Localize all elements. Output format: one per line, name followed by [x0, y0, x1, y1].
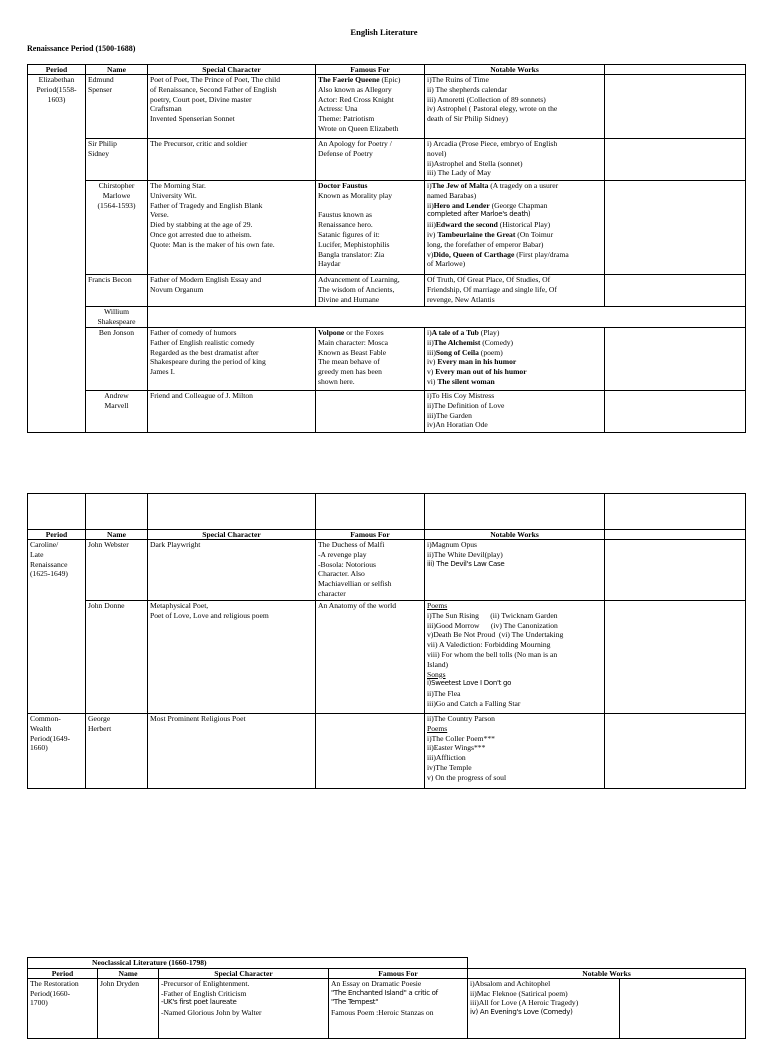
works-cell: i)To His Coy Mistress ii)The Definition of Love iii)The Garden iv)An Horatian Ode	[425, 391, 605, 433]
header-famous-for: Famous For	[316, 65, 425, 75]
table-row	[28, 540, 746, 601]
name-cell: Chirstopher Marlowe (1564-1593)	[86, 181, 148, 275]
famous-cell: Doctor Faustus Known as Morality play Faustus known as Renaissance hero. Satanic figures of it: Lucifer, Mephistophilis Bangla translator: Zia Haydar	[316, 181, 425, 275]
period-cell: The Restoration Period(1660- 1700)	[28, 978, 98, 1038]
famous-cell: An Anatomy of the world	[316, 601, 425, 714]
name-cell: George Herbert	[86, 714, 148, 789]
period-cell: Caroline/ Late Renaissance (1625-1649)	[28, 540, 86, 714]
works-cell: ii)The Country Parson Poems i)The Coller Poem*** ii)Easter Wings*** iii)Affliction iv)The Temple v) On the progress of soul	[425, 714, 605, 789]
table-row	[28, 275, 746, 307]
special-cell: Most Prominent Religious Poet	[148, 714, 316, 789]
header-period: Period	[28, 968, 98, 978]
works-cell: i)A tale of a Tub (Play) ii)The Alchemist (Comedy) iii)Song of Ceila (poem) iv) Every man in his humor v) Every man out of his humor vi) The silent woman	[425, 328, 605, 391]
name-cell: Ben Jonson	[86, 328, 148, 391]
works-cell: Of Truth, Of Great Place, Of Studies, Of Friendship, Of marriage and single life, Of revenge, New Atlantis	[425, 275, 605, 307]
period-cell: Elizabethan Period(1558- 1603)	[28, 75, 86, 433]
period-cell: Common- Wealth Period(1649- 1660)	[28, 714, 86, 789]
document-title: English Literature	[350, 27, 418, 37]
name-cell: Sir Philip Sidney	[86, 139, 148, 181]
name-cell: John Webster	[86, 540, 148, 601]
header-period: Period	[28, 530, 86, 540]
famous-cell: An Apology for Poetry / Defense of Poetry	[316, 139, 425, 181]
famous-cell: Volpone or the Foxes Main character: Mosca Known as Beast Fable The mean behave of greedy men has been shown here.	[316, 328, 425, 391]
special-cell: Dark Playwright	[148, 540, 316, 601]
famous-cell: The Faerie Queene (Epic) Also known as Allegory Actor: Red Cross Knight Actress: Una Theme: Patriotism Wrote on Queen Elizabeth	[316, 75, 425, 139]
header-name: Name	[86, 530, 148, 540]
famous-cell: Advancement of Learning, The wisdom of Ancients, Divine and Humane	[316, 275, 425, 307]
works-cell: i)Magnum Opus ii)The White Devil(play) iii) The Devil's Law Case	[425, 540, 605, 601]
table-row	[28, 601, 746, 714]
header-special-character: Special Character	[148, 65, 316, 75]
famous-cell	[316, 391, 425, 433]
header-special-character: Special Character	[159, 968, 329, 978]
neoclassical-table	[27, 957, 746, 1039]
special-cell: -Precursor of Enlightenment. -Father of English Criticism -UK's first poet laureate -Named Glorious John by Walter	[159, 978, 329, 1038]
section-title-renaissance: Renaissance Period (1500-1688)	[27, 44, 136, 53]
works-cell: i)The Ruins of Time ii) The shepherds calendar iii) Amoretti (Collection of 89 sonnets) iv) Astrophel ( Pastoral elegy, wrote on the death of Sir Philip Sidney)	[425, 75, 605, 139]
table-row	[28, 391, 746, 433]
special-cell: The Precursor, critic and soldier	[148, 139, 316, 181]
section-title-neoclassical: Neoclassical Literature (1660-1798)	[92, 958, 207, 967]
table-row	[28, 181, 746, 275]
name-cell: John Donne	[86, 601, 148, 714]
table-row	[28, 139, 746, 181]
works-cell: i)Absalom and Achitophel ii)Mac Fleknoe (Satirical poem) iii)All for Love (A Heroic Tragedy) iv) An Evening's Love (Comedy)	[468, 978, 620, 1038]
name-cell: John Dryden	[98, 978, 159, 1038]
table-row	[28, 75, 746, 139]
table-row	[28, 328, 746, 391]
name-cell: Andrew Marvell	[86, 391, 148, 433]
works-cell: i)The Jew of Malta (A tragedy on a usurer named Barabas) ii)Hero and Lender (George Chapman completed after Marloe's death) iii)Edward the second (Historical Play) iv) Tambeurlaine the Great (On Toimur long, the forefather of emperor Babar) v)Dido, Queen of Carthage (First play/drama of Marlowe)	[425, 181, 605, 275]
header-notable-works: Notable Works	[425, 530, 605, 540]
header-notable-works: Notable Works	[468, 968, 746, 978]
caroline-table	[27, 493, 746, 789]
name-cell: Edmund Spenser	[86, 75, 148, 139]
header-name: Name	[98, 968, 159, 978]
table-row	[28, 978, 746, 1038]
special-cell: Father of Modern English Essay and Novum Organum	[148, 275, 316, 307]
name-cell: Willium Shakespeare	[86, 307, 148, 328]
special-cell: Friend and Colleague of J. Milton	[148, 391, 316, 433]
special-cell: The Morning Star. University Wit. Father of Tragedy and English Blank Verse. Died by stabbing at the age of 29. Once got arrested due to atheism. Quote: Man is the maker of his own fate.	[148, 181, 316, 275]
header-special-character: Special Character	[148, 530, 316, 540]
table-row	[28, 307, 746, 328]
works-cell: i) Arcadia (Prose Piece, embryo of English novel) ii)Astrophel and Stella (sonnet) iii) The Lady of May	[425, 139, 605, 181]
name-cell: Francis Becon	[86, 275, 148, 307]
famous-cell: An Essay on Dramatic Poesie "The Enchanted Island" a critic of "The Tempest" Famous Poem :Heroic Stanzas on	[329, 978, 468, 1038]
header-famous-for: Famous For	[329, 968, 468, 978]
table-row	[28, 714, 746, 789]
famous-cell: The Duchess of Malfi -A revenge play -Bosola: Notorious Character. Also Machiavellian or selfish character	[316, 540, 425, 601]
famous-cell	[316, 714, 425, 789]
header-famous-for: Famous For	[316, 530, 425, 540]
header-period: Period	[28, 65, 86, 75]
header-notable-works: Notable Works	[425, 65, 605, 75]
header-name: Name	[86, 65, 148, 75]
special-cell: Metaphysical Poet, Poet of Love, Love and religious poem	[148, 601, 316, 714]
special-cell: Poet of Poet, The Prince of Poet, The child of Renaissance, Second Father of English poetry, Court poet, Divine master Craftsman Invented Spenserian Sonnet	[148, 75, 316, 139]
special-cell: Father of comedy of humors Father of English realistic comedy Regarded as the best dramatist after Shakespeare during the period of king James I.	[148, 328, 316, 391]
renaissance-table	[27, 64, 746, 433]
works-cell: Poems i)The Sun Rising (ii) Twicknam Garden iii)Good Morrow (iv) The Canonization v)Death Be Not Proud (vi) The Undertaking vii) A Valediction: Forbidding Mourning viii) For whom the bell tolls (No man is an Island) Songs i)Sweetest Love I Don't go ii)The Flea iii)Go and Catch a Falling Star	[425, 601, 605, 714]
